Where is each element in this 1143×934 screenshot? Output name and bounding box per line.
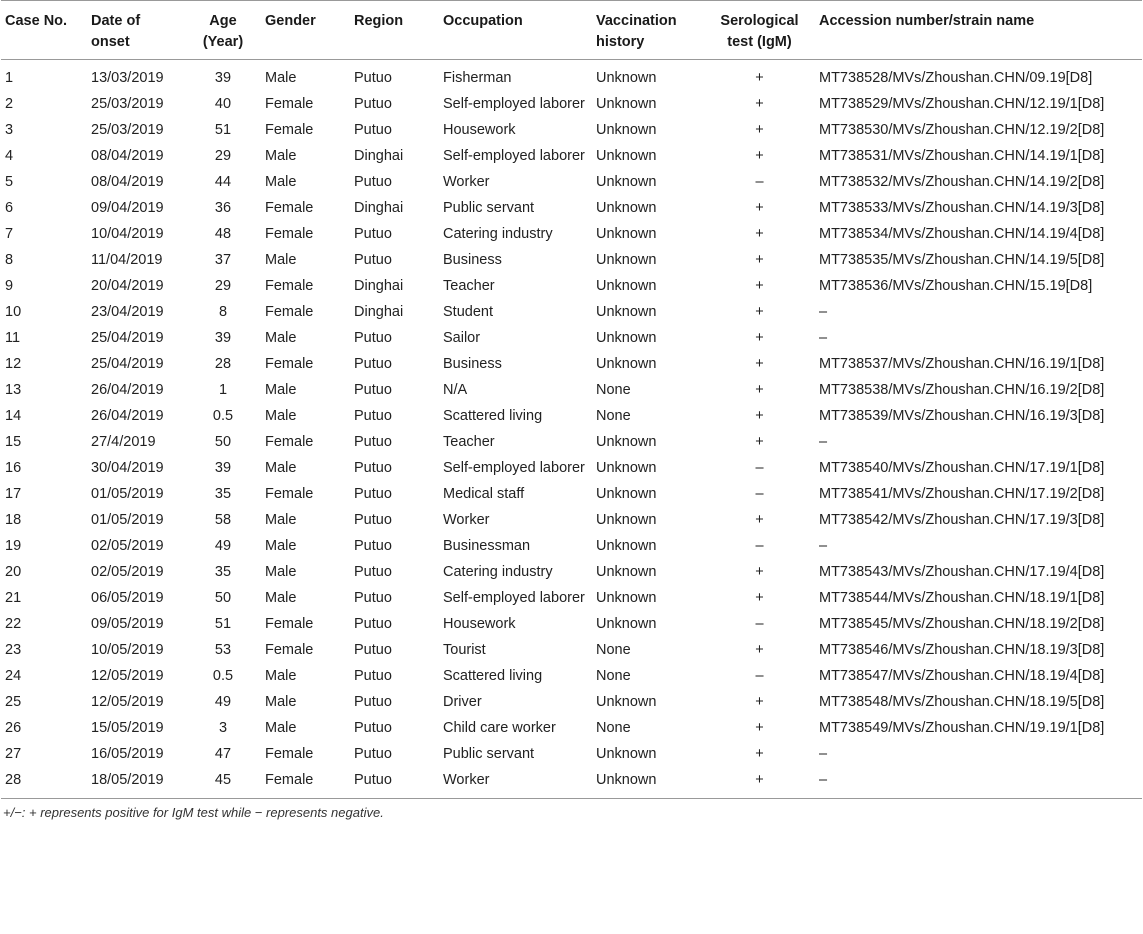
cell-region: Putuo bbox=[354, 642, 392, 658]
cell-vaccination-history: None bbox=[596, 642, 631, 658]
cell-accession-number: MT738543/MVs/Zhoushan.CHN/17.19/4[D8] bbox=[819, 564, 1105, 580]
cell-gender: Male bbox=[265, 330, 297, 346]
cell-region: Putuo bbox=[354, 382, 392, 398]
header-gender: Gender bbox=[261, 1, 350, 60]
cell-region: Putuo bbox=[354, 512, 392, 528]
cell-age: 35 bbox=[214, 486, 232, 502]
cell-accession-number: MT738546/MVs/Zhoushan.CHN/18.19/3[D8] bbox=[819, 642, 1105, 658]
cell-date-of-onset: 27/4/2019 bbox=[91, 434, 156, 450]
header-vaccination-history: Vaccination history bbox=[592, 1, 704, 60]
cell-gender: Male bbox=[265, 512, 297, 528]
cell-age: 48 bbox=[214, 226, 232, 242]
cell-region: Putuo bbox=[354, 460, 392, 476]
cell-accession-number: MT738530/MVs/Zhoushan.CHN/12.19/2[D8] bbox=[819, 122, 1105, 138]
cell-date-of-onset: 26/04/2019 bbox=[91, 408, 164, 424]
cell-serological-test: + bbox=[755, 278, 764, 294]
cell-age: 36 bbox=[214, 200, 232, 216]
header-case-no: Case No. bbox=[1, 1, 87, 60]
table-row bbox=[1, 430, 1142, 456]
table-row bbox=[1, 456, 1142, 482]
cell-serological-test: + bbox=[755, 642, 764, 658]
cell-age: 44 bbox=[214, 174, 232, 190]
cell-case-no: 17 bbox=[5, 486, 22, 502]
header-date-of-onset: Date of onset bbox=[87, 1, 185, 60]
table-row bbox=[1, 742, 1142, 768]
cell-gender: Female bbox=[261, 768, 350, 799]
cell-serological-test: + bbox=[755, 382, 764, 398]
cell-date-of-onset: 10/04/2019 bbox=[91, 226, 164, 242]
cell-accession-number: MT738542/MVs/Zhoushan.CHN/17.19/3[D8] bbox=[819, 512, 1105, 528]
cell-accession-number: MT738545/MVs/Zhoushan.CHN/18.19/2[D8] bbox=[819, 616, 1105, 632]
cell-region: Putuo bbox=[354, 486, 392, 502]
table-row bbox=[1, 612, 1142, 638]
table-row bbox=[1, 404, 1142, 430]
table-row bbox=[1, 352, 1142, 378]
cell-vaccination-history: Unknown bbox=[596, 252, 657, 268]
cell-age: 39 bbox=[214, 330, 232, 346]
cell-gender: Male bbox=[265, 408, 297, 424]
cell-case-no: 7 bbox=[5, 226, 14, 242]
cell-gender: Female bbox=[265, 642, 314, 658]
cell-date-of-onset: 12/05/2019 bbox=[91, 694, 164, 710]
table-row bbox=[1, 716, 1142, 742]
cell-serological-test: + bbox=[755, 96, 764, 112]
table-row bbox=[1, 92, 1142, 118]
cell-accession-number: MT738528/MVs/Zhoushan.CHN/09.19[D8] bbox=[819, 70, 1093, 86]
table-row bbox=[1, 326, 1142, 352]
cell-occupation: Self-employed laborer bbox=[443, 590, 585, 606]
cell-occupation: Worker bbox=[439, 768, 592, 799]
cell-case-no: 28 bbox=[1, 768, 87, 799]
cell-occupation: N/A bbox=[443, 382, 468, 398]
cell-case-no: 15 bbox=[5, 434, 22, 450]
cell-accession-number: – bbox=[819, 330, 828, 346]
header-age: Age (Year) bbox=[185, 1, 261, 60]
cell-serological-test: – bbox=[755, 538, 764, 554]
table-row bbox=[1, 378, 1142, 404]
cell-vaccination-history: Unknown bbox=[596, 486, 657, 502]
cell-occupation: Housework bbox=[443, 616, 516, 632]
cell-age: 29 bbox=[214, 148, 232, 164]
cell-date-of-onset: 02/05/2019 bbox=[91, 538, 164, 554]
cell-region: Dinghai bbox=[354, 278, 404, 294]
cell-accession-number: – bbox=[815, 768, 1142, 799]
cell-occupation: Worker bbox=[443, 512, 490, 528]
cell-date-of-onset: 12/05/2019 bbox=[91, 668, 164, 684]
cell-date-of-onset: 25/03/2019 bbox=[91, 96, 164, 112]
cell-case-no: 27 bbox=[5, 746, 22, 762]
cell-case-no: 1 bbox=[5, 70, 14, 86]
cell-occupation: Teacher bbox=[443, 278, 495, 294]
cell-accession-number: MT738533/MVs/Zhoushan.CHN/14.19/3[D8] bbox=[819, 200, 1105, 216]
cell-occupation: Self-employed laborer bbox=[443, 96, 585, 112]
cell-region: Putuo bbox=[354, 70, 392, 86]
header-region: Region bbox=[350, 1, 439, 60]
cell-region: Putuo bbox=[354, 538, 392, 554]
cell-gender: Female bbox=[265, 226, 314, 242]
cell-date-of-onset: 26/04/2019 bbox=[91, 382, 164, 398]
cell-case-no: 25 bbox=[5, 694, 22, 710]
cell-gender: Male bbox=[265, 694, 297, 710]
cell-vaccination-history: None bbox=[596, 668, 631, 684]
table-row bbox=[1, 196, 1142, 222]
cell-case-no: 16 bbox=[5, 460, 22, 476]
cell-age: 0.5 bbox=[212, 668, 234, 684]
cell-date-of-onset: 25/03/2019 bbox=[91, 122, 164, 138]
cell-gender: Male bbox=[265, 174, 297, 190]
cell-date-of-onset: 10/05/2019 bbox=[91, 642, 164, 658]
cell-gender: Female bbox=[265, 356, 314, 372]
cell-region: Putuo bbox=[354, 564, 392, 580]
cell-age: 45 bbox=[185, 768, 261, 799]
cell-serological-test: + bbox=[755, 356, 764, 372]
cell-accession-number: MT738548/MVs/Zhoushan.CHN/18.19/5[D8] bbox=[819, 694, 1105, 710]
cell-case-no: 21 bbox=[5, 590, 22, 606]
cell-serological-test: + bbox=[755, 330, 764, 346]
cell-serological-test: + bbox=[755, 408, 764, 424]
header-accession-number: Accession number/strain name bbox=[815, 1, 1142, 60]
cell-date-of-onset: 13/03/2019 bbox=[91, 70, 164, 86]
cell-gender: Male bbox=[265, 382, 297, 398]
cell-accession-number: MT738531/MVs/Zhoushan.CHN/14.19/1[D8] bbox=[819, 148, 1105, 164]
cell-serological-test: – bbox=[755, 486, 764, 502]
cell-region: Putuo bbox=[354, 408, 392, 424]
cell-serological-test: + bbox=[755, 512, 764, 528]
cell-occupation: Medical staff bbox=[443, 486, 525, 502]
cell-age: 47 bbox=[214, 746, 232, 762]
cell-occupation: Housework bbox=[443, 122, 516, 138]
cell-date-of-onset: 16/05/2019 bbox=[91, 746, 164, 762]
cell-serological-test: + bbox=[755, 720, 764, 736]
cell-gender: Male bbox=[265, 148, 297, 164]
cell-date-of-onset: 01/05/2019 bbox=[91, 486, 164, 502]
cell-case-no: 3 bbox=[5, 122, 14, 138]
cell-vaccination-history: Unknown bbox=[596, 512, 657, 528]
cell-occupation: Child care worker bbox=[443, 720, 556, 736]
cell-vaccination-history: Unknown bbox=[596, 460, 657, 476]
cell-serological-test: + bbox=[755, 434, 764, 450]
cell-serological-test: + bbox=[755, 70, 764, 86]
cell-occupation: Business bbox=[443, 252, 502, 268]
cell-occupation: Self-employed laborer bbox=[443, 460, 585, 476]
cell-case-no: 8 bbox=[5, 252, 14, 268]
cell-case-no: 5 bbox=[5, 174, 14, 190]
cell-age: 3 bbox=[218, 720, 228, 736]
cell-gender: Female bbox=[265, 304, 314, 320]
cell-age: 50 bbox=[214, 590, 232, 606]
cell-case-no: 10 bbox=[5, 304, 22, 320]
cell-accession-number: MT738549/MVs/Zhoushan.CHN/19.19/1[D8] bbox=[819, 720, 1105, 736]
cell-gender: Female bbox=[265, 486, 314, 502]
table-row bbox=[1, 508, 1142, 534]
cell-age: 28 bbox=[214, 356, 232, 372]
cell-case-no: 6 bbox=[5, 200, 14, 216]
cell-case-no: 14 bbox=[5, 408, 22, 424]
cell-occupation: Driver bbox=[443, 694, 482, 710]
cell-accession-number: MT738536/MVs/Zhoushan.CHN/15.19[D8] bbox=[819, 278, 1093, 294]
cell-case-no: 22 bbox=[5, 616, 22, 632]
cell-gender: Male bbox=[265, 590, 297, 606]
cell-case-no: 13 bbox=[5, 382, 22, 398]
cell-serological-test: + bbox=[755, 252, 764, 268]
cell-occupation: Fisherman bbox=[443, 70, 512, 86]
cell-vaccination-history: Unknown bbox=[596, 304, 657, 320]
cell-gender: Male bbox=[265, 460, 297, 476]
cell-date-of-onset: 09/05/2019 bbox=[91, 616, 164, 632]
cell-serological-test: + bbox=[755, 694, 764, 710]
cell-date-of-onset: 25/04/2019 bbox=[91, 356, 164, 372]
cell-region: Putuo bbox=[354, 252, 392, 268]
cell-accession-number: MT738541/MVs/Zhoushan.CHN/17.19/2[D8] bbox=[819, 486, 1105, 502]
cell-age: 51 bbox=[214, 122, 232, 138]
table-row bbox=[1, 222, 1142, 248]
cell-age: 0.5 bbox=[212, 408, 234, 424]
header-row bbox=[1, 1, 1142, 60]
cell-vaccination-history: Unknown bbox=[596, 616, 657, 632]
cell-occupation: Catering industry bbox=[443, 226, 553, 242]
cell-date-of-onset: 11/04/2019 bbox=[91, 252, 163, 268]
table-row bbox=[1, 482, 1142, 508]
cell-date-of-onset: 15/05/2019 bbox=[91, 720, 164, 736]
cell-date-of-onset: 08/04/2019 bbox=[91, 148, 164, 164]
table-row bbox=[1, 690, 1142, 716]
cell-region: Dinghai bbox=[354, 148, 404, 164]
cell-vaccination-history: Unknown bbox=[596, 226, 657, 242]
cell-serological-test: + bbox=[755, 122, 764, 138]
cell-accession-number: MT738540/MVs/Zhoushan.CHN/17.19/1[D8] bbox=[819, 460, 1105, 476]
cell-accession-number: MT738539/MVs/Zhoushan.CHN/16.19/3[D8] bbox=[819, 408, 1105, 424]
cell-region: Putuo bbox=[354, 590, 392, 606]
cell-case-no: 19 bbox=[5, 538, 22, 554]
cell-accession-number: MT738532/MVs/Zhoushan.CHN/14.19/2[D8] bbox=[819, 174, 1105, 190]
table-row bbox=[1, 300, 1142, 326]
cell-occupation: Tourist bbox=[443, 642, 486, 658]
table-row bbox=[1, 768, 1142, 799]
cell-vaccination-history: Unknown bbox=[596, 200, 657, 216]
cell-accession-number: MT738547/MVs/Zhoushan.CHN/18.19/4[D8] bbox=[819, 668, 1105, 684]
table-body bbox=[1, 60, 1142, 799]
table-row bbox=[1, 170, 1142, 196]
cell-accession-number: MT738538/MVs/Zhoushan.CHN/16.19/2[D8] bbox=[819, 382, 1105, 398]
case-table bbox=[1, 0, 1142, 799]
cell-age: 40 bbox=[214, 96, 232, 112]
table-row bbox=[1, 638, 1142, 664]
cell-gender: Male bbox=[265, 70, 297, 86]
cell-accession-number: MT738529/MVs/Zhoushan.CHN/12.19/1[D8] bbox=[819, 96, 1105, 112]
cell-gender: Male bbox=[265, 564, 297, 580]
cell-serological-test: – bbox=[755, 174, 764, 190]
cell-region: Putuo bbox=[354, 226, 392, 242]
header-serological-test: Serological test (IgM) bbox=[704, 1, 815, 60]
cell-age: 58 bbox=[214, 512, 232, 528]
cell-region: Putuo bbox=[354, 668, 392, 684]
cell-gender: Female bbox=[265, 434, 314, 450]
cell-gender: Female bbox=[265, 278, 314, 294]
table-row bbox=[1, 664, 1142, 690]
cell-age: 39 bbox=[214, 70, 232, 86]
header-occupation: Occupation bbox=[439, 1, 592, 60]
cell-serological-test: + bbox=[755, 148, 764, 164]
cell-region: Putuo bbox=[354, 122, 392, 138]
cell-case-no: 20 bbox=[5, 564, 22, 580]
cell-age: 49 bbox=[214, 538, 232, 554]
cell-age: 37 bbox=[214, 252, 232, 268]
cell-age: 29 bbox=[214, 278, 232, 294]
table-row bbox=[1, 144, 1142, 170]
cell-region: Putuo bbox=[354, 96, 392, 112]
cell-occupation: Scattered living bbox=[443, 408, 543, 424]
cell-vaccination-history: None bbox=[596, 720, 631, 736]
cell-date-of-onset: 01/05/2019 bbox=[91, 512, 164, 528]
cell-serological-test: + bbox=[755, 590, 764, 606]
cell-case-no: 2 bbox=[5, 96, 14, 112]
cell-gender: Male bbox=[265, 668, 297, 684]
cell-accession-number: MT738537/MVs/Zhoushan.CHN/16.19/1[D8] bbox=[819, 356, 1105, 372]
cell-case-no: 24 bbox=[5, 668, 22, 684]
cell-occupation: Scattered living bbox=[443, 668, 543, 684]
cell-serological-test: + bbox=[755, 564, 764, 580]
cell-accession-number: – bbox=[819, 538, 828, 554]
cell-vaccination-history: Unknown bbox=[596, 434, 657, 450]
cell-vaccination-history: Unknown bbox=[596, 70, 657, 86]
cell-case-no: 4 bbox=[5, 148, 14, 164]
cell-accession-number: – bbox=[819, 304, 828, 320]
cell-date-of-onset: 25/04/2019 bbox=[91, 330, 164, 346]
cell-vaccination-history: Unknown bbox=[596, 96, 657, 112]
cell-vaccination-history: Unknown bbox=[596, 746, 657, 762]
cell-date-of-onset: 02/05/2019 bbox=[91, 564, 164, 580]
cell-occupation: Self-employed laborer bbox=[443, 148, 585, 164]
table-footnote: +/−: + represents positive for IgM test while − represents negative. bbox=[3, 805, 384, 820]
cell-occupation: Businessman bbox=[443, 538, 531, 554]
table-row bbox=[1, 60, 1142, 92]
cell-case-no: 11 bbox=[5, 330, 21, 346]
cell-age: 39 bbox=[214, 460, 232, 476]
cell-vaccination-history: Unknown bbox=[596, 278, 657, 294]
cell-age: 49 bbox=[214, 694, 232, 710]
cell-age: 50 bbox=[214, 434, 232, 450]
cell-vaccination-history: Unknown bbox=[596, 590, 657, 606]
cell-serological-test: – bbox=[755, 668, 764, 684]
cell-serological-test: + bbox=[704, 768, 815, 799]
cell-gender: Male bbox=[265, 252, 297, 268]
cell-occupation: Student bbox=[443, 304, 493, 320]
cell-region: Putuo bbox=[354, 746, 392, 762]
cell-case-no: 18 bbox=[5, 512, 22, 528]
cell-region: Dinghai bbox=[354, 304, 404, 320]
cell-region: Putuo bbox=[354, 356, 392, 372]
cell-case-no: 9 bbox=[5, 278, 14, 294]
cell-age: 35 bbox=[214, 564, 232, 580]
cell-serological-test: + bbox=[755, 226, 764, 242]
cell-gender: Female bbox=[265, 746, 314, 762]
cell-region: Putuo bbox=[354, 720, 392, 736]
cell-vaccination-history: Unknown bbox=[596, 694, 657, 710]
cell-serological-test: + bbox=[755, 746, 764, 762]
cell-serological-test: – bbox=[755, 616, 764, 632]
cell-serological-test: + bbox=[755, 200, 764, 216]
cell-gender: Male bbox=[265, 720, 297, 736]
cell-gender: Female bbox=[265, 616, 314, 632]
cell-vaccination-history: Unknown bbox=[596, 148, 657, 164]
cell-region: Putuo bbox=[354, 434, 392, 450]
cell-region: Putuo bbox=[354, 694, 392, 710]
cell-gender: Female bbox=[265, 122, 314, 138]
table-row bbox=[1, 274, 1142, 300]
cell-accession-number: MT738534/MVs/Zhoushan.CHN/14.19/4[D8] bbox=[819, 226, 1105, 242]
cell-age: 53 bbox=[214, 642, 232, 658]
cell-accession-number: MT738535/MVs/Zhoushan.CHN/14.19/5[D8] bbox=[819, 252, 1105, 268]
table-row bbox=[1, 586, 1142, 612]
cell-age: 8 bbox=[218, 304, 228, 320]
table-row bbox=[1, 534, 1142, 560]
cell-age: 51 bbox=[214, 616, 232, 632]
cell-age: 1 bbox=[218, 382, 228, 398]
cell-accession-number: MT738544/MVs/Zhoushan.CHN/18.19/1[D8] bbox=[819, 590, 1105, 606]
cell-case-no: 12 bbox=[5, 356, 22, 372]
cell-occupation: Worker bbox=[443, 174, 490, 190]
cell-vaccination-history: Unknown bbox=[596, 356, 657, 372]
cell-date-of-onset: 08/04/2019 bbox=[91, 174, 164, 190]
cell-region: Putuo bbox=[354, 616, 392, 632]
cell-vaccination-history: None bbox=[596, 408, 631, 424]
cell-serological-test: – bbox=[755, 460, 764, 476]
cell-date-of-onset: 18/05/2019 bbox=[87, 768, 185, 799]
cell-serological-test: + bbox=[755, 304, 764, 320]
cell-date-of-onset: 20/04/2019 bbox=[91, 278, 164, 294]
cell-date-of-onset: 23/04/2019 bbox=[91, 304, 164, 320]
table-row bbox=[1, 118, 1142, 144]
cell-accession-number: – bbox=[819, 746, 828, 762]
table-row bbox=[1, 560, 1142, 586]
cell-gender: Female bbox=[265, 200, 314, 216]
cell-gender: Male bbox=[265, 538, 297, 554]
cell-vaccination-history: Unknown bbox=[596, 122, 657, 138]
cell-date-of-onset: 06/05/2019 bbox=[91, 590, 164, 606]
cell-occupation: Catering industry bbox=[443, 564, 553, 580]
cell-vaccination-history: Unknown bbox=[596, 564, 657, 580]
cell-region: Putuo bbox=[350, 768, 439, 799]
cell-occupation: Sailor bbox=[443, 330, 481, 346]
table-row bbox=[1, 248, 1142, 274]
cell-accession-number: – bbox=[819, 434, 828, 450]
cell-occupation: Public servant bbox=[443, 200, 535, 216]
cell-gender: Female bbox=[265, 96, 314, 112]
cell-occupation: Teacher bbox=[443, 434, 495, 450]
cell-occupation: Public servant bbox=[443, 746, 535, 762]
cell-vaccination-history: Unknown bbox=[596, 538, 657, 554]
cell-date-of-onset: 30/04/2019 bbox=[91, 460, 164, 476]
cell-date-of-onset: 09/04/2019 bbox=[91, 200, 164, 216]
cell-region: Putuo bbox=[354, 174, 392, 190]
cell-vaccination-history: None bbox=[596, 382, 631, 398]
cell-region: Dinghai bbox=[354, 200, 404, 216]
cell-occupation: Business bbox=[443, 356, 502, 372]
cell-vaccination-history: Unknown bbox=[592, 768, 704, 799]
cell-vaccination-history: Unknown bbox=[596, 174, 657, 190]
cell-case-no: 23 bbox=[5, 642, 22, 658]
cell-region: Putuo bbox=[354, 330, 392, 346]
cell-case-no: 26 bbox=[5, 720, 22, 736]
cell-vaccination-history: Unknown bbox=[596, 330, 657, 346]
